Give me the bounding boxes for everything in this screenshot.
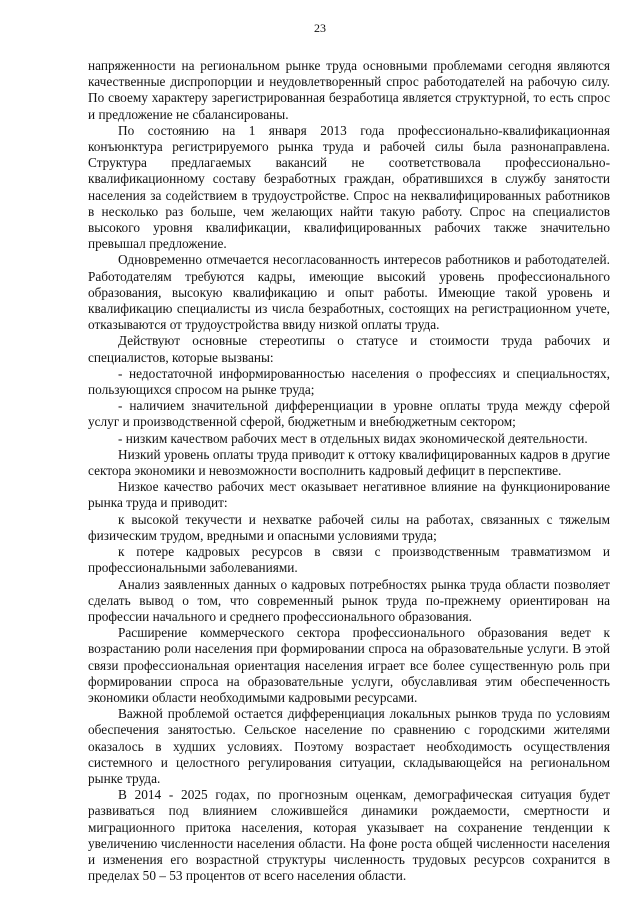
paragraph: Действуют основные стереотипы о статусе и стоимости труда рабочих и специалистов, которые вызваны: [88, 333, 610, 365]
paragraph: Анализ заявленных данных о кадровых потребностях рынка труда области позволяет сделать вывод о том, что современный рынок труда по-прежнему ориентирован на профессии начального и среднего профессионального образования. [88, 576, 610, 624]
paragraph: Одновременно отмечается несогласованность интересов работников и работодателей. Работодателям требуются кадры, имеющие высокий уровень профессионального образования, высокую квалификацию и опыт работы. Имеющие такой уровень и квалификацию специалисты из числа безработных, состоящих на регистрационном учете, отказываются от трудоустройства ввиду низкой оплаты труда. [88, 252, 610, 333]
paragraph: Расширение коммерческого сектора профессионального образования ведет к возрастанию роли населения при формировании спроса на образовательные услуги. В этой связи профессиональная ориентация населения играет все более существенную роль при формировании спроса на образовательные услуги, обуславливая этим обеспеченность экономики области необходимыми кадровыми ресурсами. [88, 625, 610, 705]
paragraph: к высокой текучести и нехватке рабочей силы на работах, связанных с тяжелым физическим трудом, вредными и опасными условиями труда; [88, 511, 610, 543]
paragraph: к потере кадровых ресурсов в связи с производственным травматизмом и профессиональными заболеваниями. [88, 544, 610, 576]
paragraph: В 2014 - 2025 годах, по прогнозным оценкам, демографическая ситуация будет развиваться под влиянием сложившейся динамики рождаемости, смертности и миграционного притока населения, которая указывает на сохранение тенденции к увеличению численности населения области. На фоне роста общей численности населения и изменения его возрастной структуры численность трудовых ресурсов сохранится в пределах 50 – 53 процентов от всего населения области. [88, 787, 610, 884]
paragraph: - низким качеством рабочих мест в отдельных видах экономической деятельности. [118, 430, 588, 446]
paragraph: - недостаточной информированностью населения о профессиях и специальностях, пользующихся спросом на рынке труда; [88, 365, 610, 398]
paragraph: напряженности на региональном рынке труда основными проблемами сегодня являются качественные диспропорции и неудовлетворенный спрос работодателей на рабочую силу. По своему характеру зарегистрированная безработица является структурной, то есть спрос и предложение не сбалансированы. [88, 58, 610, 122]
document-body [88, 58, 610, 884]
page-number: 23 [314, 21, 326, 35]
paragraph: - наличием значительной дифференциации в уровне оплаты труда между сферой услуг и производственной сферой, бюджетным и внебюджетным сектором; [88, 398, 610, 430]
paragraph: Низкое качество рабочих мест оказывает негативное влияние на функционирование рынка труда и приводит: [88, 479, 610, 511]
paragraph: По состоянию на 1 января 2013 года профессионально-квалификационная конъюнктура регистрируемого рынка труда и рабочей силы была разнонаправлена. Структура предлагаемых вакансий не соответствовала профессионально-квалификационному составу безработных граждан, обратившихся в службу занятости населения за содействием в трудоустройстве. Спрос на неквалифицированных работников в несколько раз больше, чем желающих найти такую работу. Спрос на специалистов высокого уровня квалификации, квалифицированных рабочих также значительно превышал предложение. [88, 122, 610, 252]
paragraph: Низкий уровень оплаты труда приводит к оттоку квалифицированных кадров в другие сектора экономики и невозможности восполнить кадровый дефицит в перспективе. [88, 446, 610, 479]
paragraph: Важной проблемой остается дифференциация локальных рынков труда по условиям обеспечения занятостью. Сельское население по сравнению с городскими жителями оказалось в худших условиях. Поэтому возрастает необходимость осуществления системного и целостного регулирования ситуации, складывающейся на региональном рынке труда. [88, 706, 610, 786]
